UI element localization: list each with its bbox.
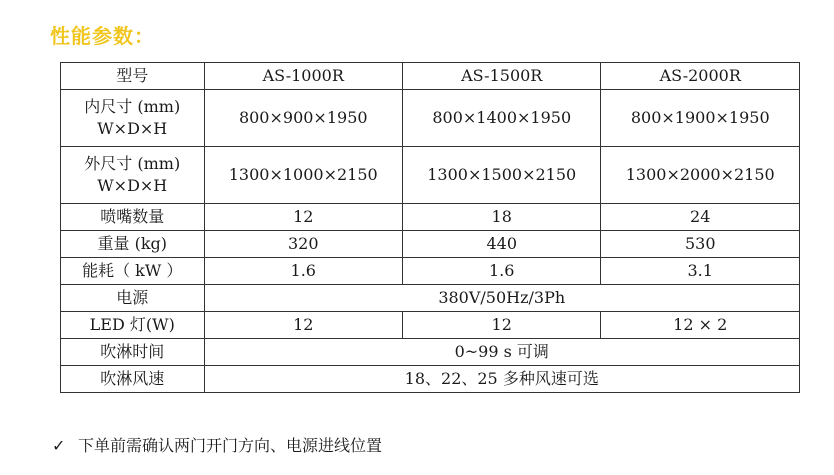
table-row	[61, 339, 800, 366]
header-label: 型号	[61, 63, 205, 90]
section-title: 性能参数：	[50, 24, 155, 48]
cell: 1300×1500×2150	[402, 147, 600, 204]
cell: 530	[601, 231, 800, 258]
row-label: 吹淋时间	[61, 339, 205, 366]
table-row	[61, 366, 800, 393]
cell: 3.1	[601, 258, 800, 285]
merged-cell: 0~99 s 可调	[204, 339, 800, 366]
cell: 1.6	[402, 258, 600, 285]
model-1: AS-1000R	[204, 63, 402, 90]
row-label-line1: 外尺寸 (mm)	[84, 154, 181, 173]
cell: 1.6	[204, 258, 402, 285]
model-3: AS-2000R	[601, 63, 800, 90]
table-row	[61, 258, 800, 285]
row-label	[61, 147, 205, 204]
cell: 1300×1000×2150	[204, 147, 402, 204]
spec-table	[60, 62, 800, 393]
table-row	[61, 147, 800, 204]
cell: 12	[402, 312, 600, 339]
cell: 18	[402, 204, 600, 231]
cell: 12	[204, 204, 402, 231]
row-label-line2: W×D×H	[97, 176, 168, 195]
model-2: AS-1500R	[402, 63, 600, 90]
row-label	[61, 90, 205, 147]
cell: 12	[204, 312, 402, 339]
row-label: 吹淋风速	[61, 366, 205, 393]
table-row	[61, 285, 800, 312]
table-row	[61, 312, 800, 339]
cell: 24	[601, 204, 800, 231]
row-label: 重量 (kg)	[61, 231, 205, 258]
table-row	[61, 90, 800, 147]
table-row	[61, 204, 800, 231]
check-icon: ✓	[52, 436, 66, 455]
merged-cell: 380V/50Hz/3Ph	[204, 285, 800, 312]
cell: 440	[402, 231, 600, 258]
note-text: 下单前需确认两门开门方向、电源进线位置	[78, 436, 383, 455]
table-header-row	[61, 63, 800, 90]
cell: 800×900×1950	[204, 90, 402, 147]
cell: 320	[204, 231, 402, 258]
table-row	[61, 231, 800, 258]
row-label: 喷嘴数量	[61, 204, 205, 231]
row-label: 电源	[61, 285, 205, 312]
cell: 12 × 2	[601, 312, 800, 339]
cell: 800×1400×1950	[402, 90, 600, 147]
row-label-line2: W×D×H	[97, 119, 168, 138]
merged-cell: 18、22、25 多种风速可选	[204, 366, 800, 393]
row-label: LED 灯(W)	[61, 312, 205, 339]
order-note	[52, 433, 382, 456]
cell: 800×1900×1950	[601, 90, 800, 147]
row-label: 能耗（ kW ）	[61, 258, 205, 285]
cell: 1300×2000×2150	[601, 147, 800, 204]
row-label-line1: 内尺寸 (mm)	[84, 97, 181, 116]
